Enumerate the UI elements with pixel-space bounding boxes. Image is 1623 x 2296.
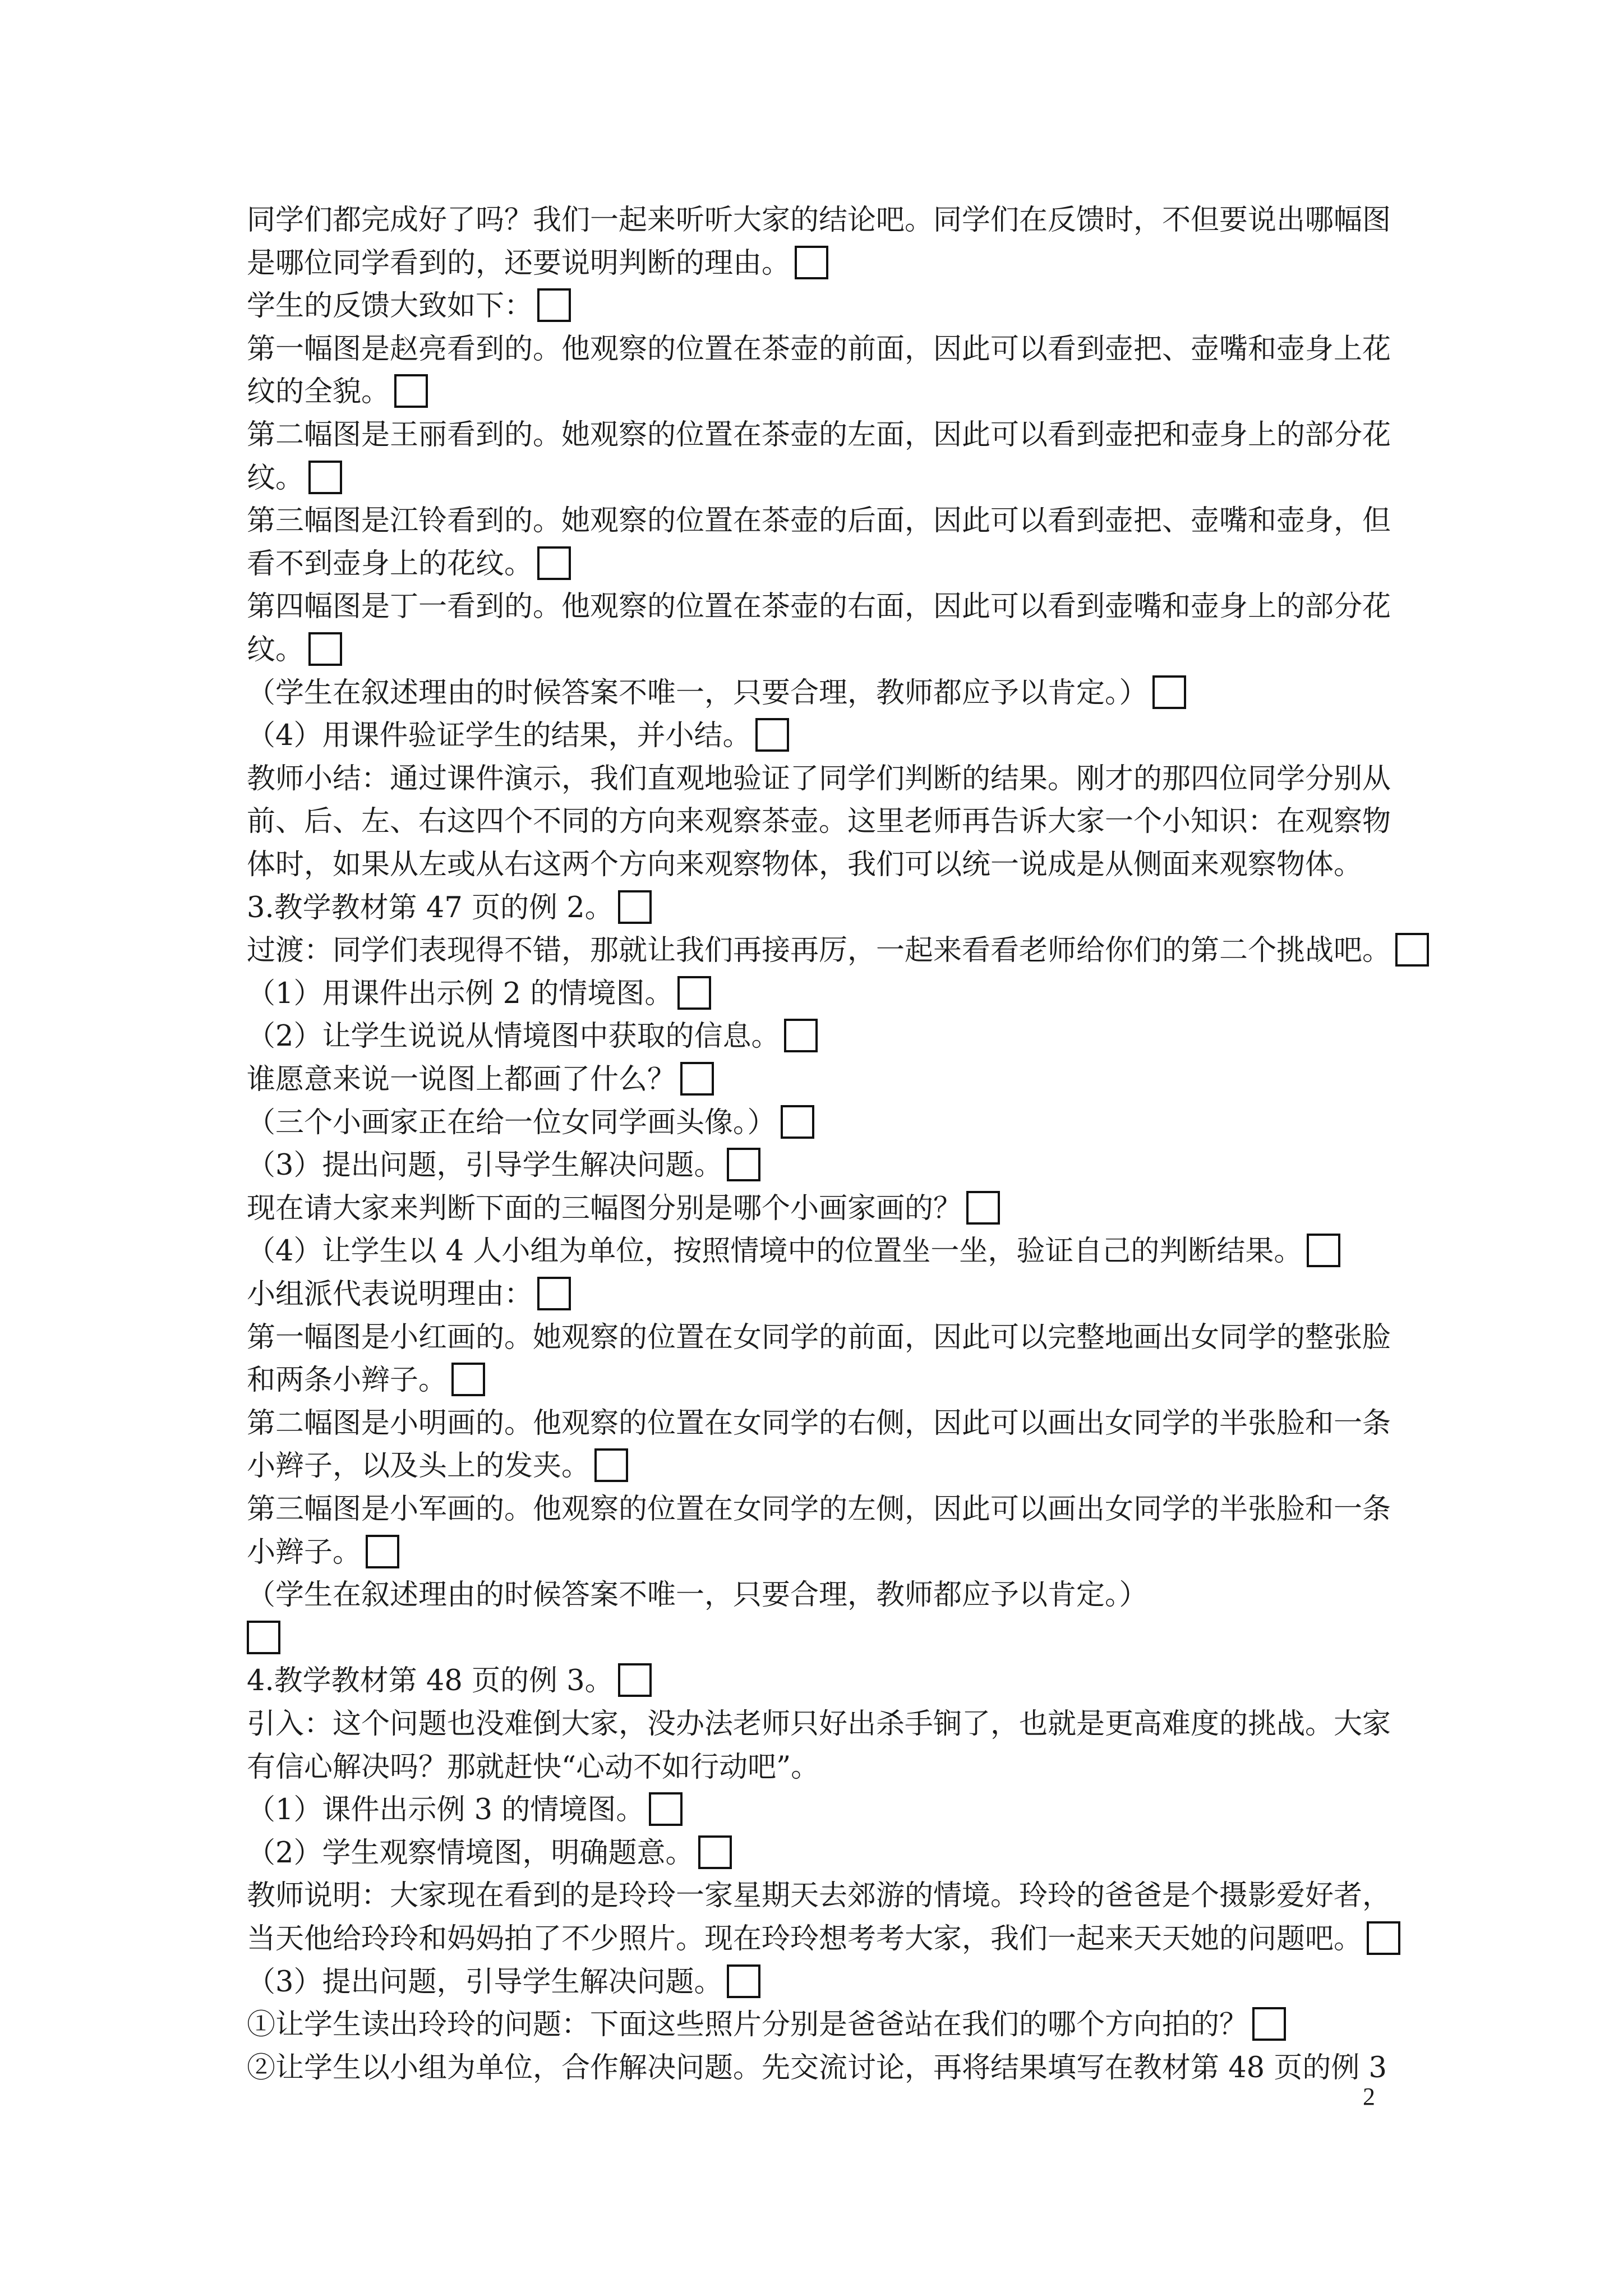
text-line [247,500,1391,542]
text-line [247,2004,1391,2046]
line-text: 第二幅图是小明画的。他观察的位置在女同学的右侧，因此可以画出女同学的半张脸和一条 [247,1407,1391,1440]
text-line [247,199,1391,242]
line-text: 和两条小辫子。 [247,1364,448,1397]
line-text: （2）学生观察情境图，明确题意。 [247,1837,694,1870]
annotation-box [784,1019,818,1052]
text-line [247,1617,1391,1660]
annotation-box [537,288,571,322]
annotation-box [795,246,828,279]
text-line [247,672,1391,715]
line-text: （2）让学生说说从情境图中获取的信息。 [247,1020,780,1053]
annotation-box [1152,675,1186,709]
line-text: 当天他给玲玲和妈妈拍了不少照片。现在玲玲想考考大家，我们一起来天天她的问题吧。 [247,1922,1363,1955]
annotation-box [649,1792,683,1826]
line-text: 小辫子。 [247,1536,362,1569]
text-line [247,887,1391,930]
text-line [247,414,1391,457]
text-line [247,1961,1391,2004]
text-line [247,1317,1391,1359]
annotation-box [677,976,711,1010]
text-line [247,1359,1391,1402]
annotation-box [594,1448,628,1482]
annotation-box [537,546,571,580]
annotation-box [308,632,342,666]
annotation-box [1307,1234,1340,1267]
text-line [247,328,1391,371]
annotation-box [1367,1921,1400,1955]
text-line [247,2047,1391,2090]
line-text: 纹的全貌。 [247,375,390,408]
text-line [247,1531,1391,1574]
text-line [247,1445,1391,1488]
text-line [247,1789,1391,1832]
text-line [247,1059,1391,1101]
line-text: （3）提出问题，引导学生解决问题。 [247,1966,723,1999]
line-text: 第四幅图是丁一看到的。他观察的位置在茶壶的右面，因此可以看到壶嘴和壶身上的部分花 [247,590,1391,623]
text-line [247,1746,1391,1789]
annotation-box [1395,933,1429,967]
line-text: 教师说明：大家现在看到的是玲玲一家星期天去郊游的情境。玲玲的爸爸是个摄影爱好者， [247,1879,1391,1912]
text-line [247,1144,1391,1187]
text-line [247,586,1391,628]
text-line [247,1660,1391,1703]
text-line [247,242,1391,285]
line-text: 纹。 [247,462,305,495]
line-text: 第二幅图是王丽看到的。她观察的位置在茶壶的左面，因此可以看到壶把和壶身上的部分花 [247,418,1391,452]
text-line [247,1188,1391,1230]
line-text: 同学们都完成好了吗？我们一起来听听大家的结论吧。同学们在反馈时，不但要说出哪幅图 [247,204,1391,237]
annotation-box [781,1105,814,1139]
text-line [247,1574,1391,1617]
annotation-box [727,1148,760,1181]
line-text: （1）课件出示例 3 的情境图。 [247,1793,645,1826]
annotation-box [394,374,428,408]
line-text: 是哪位同学看到的，还要说明判断的理由。 [247,247,791,280]
page-number: 2 [1363,2083,1375,2110]
annotation-box [680,1062,714,1096]
annotation-box [618,890,652,924]
line-text: 第三幅图是江铃看到的。她观察的位置在茶壶的后面，因此可以看到壶把、壶嘴和壶身，但 [247,504,1391,537]
text-line [247,1015,1391,1058]
line-text: （4）让学生以 4 人小组为单位，按照情境中的位置坐一坐，验证自己的判断结果。 [247,1235,1303,1268]
text-line [247,930,1391,972]
line-text: ②让学生以小组为单位，合作解决问题。先交流讨论，再将结果填写在教材第 48 页的例 3 [247,2051,1387,2085]
line-text: 小组派代表说明理由： [247,1278,533,1311]
annotation-box [308,461,342,494]
line-text: （3）提出问题，引导学生解决问题。 [247,1149,723,1182]
line-text: 引入：这个问题也没难倒大家，没办法老师只好出杀手锏了，也就是更高难度的挑战。大家 [247,1708,1391,1741]
line-text: 看不到壶身上的花纹。 [247,547,533,581]
text-line [247,371,1391,413]
text-line [247,1875,1391,1917]
text-line [247,844,1391,886]
line-text: 第一幅图是赵亮看到的。他观察的位置在茶壶的前面，因此可以看到壶把、壶嘴和壶身上花 [247,333,1391,366]
annotation-box [247,1621,280,1654]
text-line [247,457,1391,500]
text-line [247,543,1391,586]
line-text: 过渡：同学们表现得不错，那就让我们再接再厉，一起来看看老师给你们的第二个挑战吧。 [247,934,1391,967]
text-line [247,285,1391,328]
line-text: 纹。 [247,633,305,666]
text-line [247,1273,1391,1316]
line-text: （学生在叙述理由的时候答案不唯一，只要合理，教师都应予以肯定。） [247,1579,1148,1612]
annotation-box [966,1191,1000,1225]
line-text: 4.教学教材第 48 页的例 3。 [247,1664,614,1697]
line-text: 小辫子，以及头上的发夹。 [247,1450,591,1483]
annotation-box [1252,2007,1286,2041]
line-text: （三个小画家正在给一位女同学画头像。） [247,1106,776,1139]
text-line [247,1703,1391,1746]
line-text: 教师小结：通过课件演示，我们直观地验证了同学们判断的结果。刚才的那四位同学分别从 [247,762,1391,795]
text-line [247,1832,1391,1875]
annotation-box [618,1663,652,1697]
line-text: 现在请大家来判断下面的三幅图分别是哪个小画家画的？ [247,1192,962,1225]
text-line [247,800,1391,843]
annotation-box [755,718,789,752]
line-text: 有信心解决吗？那就赶快“心动不如行动吧”。 [247,1751,820,1784]
annotation-box [366,1535,399,1568]
text-line [247,1102,1391,1144]
annotation-box [727,1964,760,1998]
line-text: 体时，如果从左或从右这两个方向来观察物体，我们可以统一说成是从侧面来观察物体。 [247,848,1363,881]
line-text: （4）用课件验证学生的结果，并小结。 [247,719,751,752]
annotation-box [537,1277,571,1310]
line-text: 第三幅图是小军画的。他观察的位置在女同学的左侧，因此可以画出女同学的半张脸和一条 [247,1493,1391,1526]
line-text: 前、后、左、右这四个不同的方向来观察茶壶。这里老师再告诉大家一个小知识：在观察物 [247,805,1391,838]
line-text: 3.教学教材第 47 页的例 2。 [247,891,614,924]
text-line [247,1230,1391,1273]
line-text: 谁愿意来说一说图上都画了什么？ [247,1063,676,1096]
line-text: （学生在叙述理由的时候答案不唯一，只要合理，教师都应予以肯定。） [247,677,1148,710]
text-line [247,1918,1391,1961]
line-text: 第一幅图是小红画的。她观察的位置在女同学的前面，因此可以完整地画出女同学的整张脸 [247,1321,1391,1354]
text-line [247,758,1391,800]
text-line [247,629,1391,671]
text-line [247,1488,1391,1531]
text-line [247,973,1391,1015]
annotation-box [698,1835,732,1869]
line-text: ①让学生读出玲玲的问题：下面这些照片分别是爸爸站在我们的哪个方向拍的？ [247,2008,1248,2041]
annotation-box [451,1363,485,1396]
line-text: （1）用课件出示例 2 的情境图。 [247,977,674,1010]
text-line [247,1402,1391,1445]
text-line [247,715,1391,757]
line-text: 学生的反馈大致如下： [247,289,533,323]
